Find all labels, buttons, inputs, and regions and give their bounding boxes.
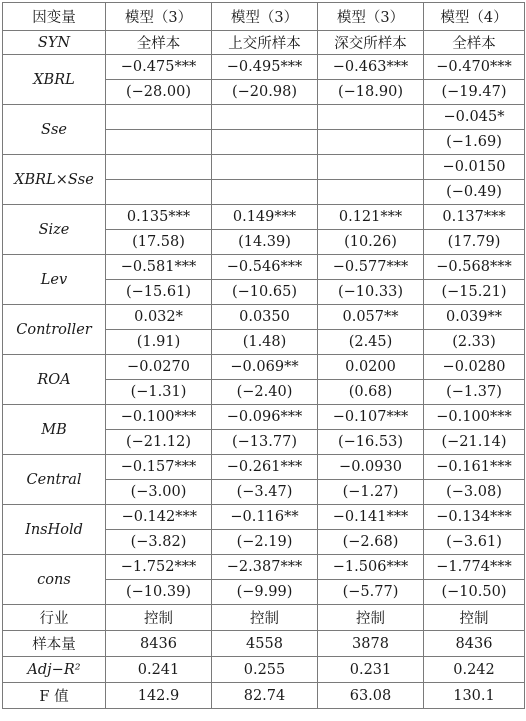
t-statistic-cell: (−28.00) — [106, 80, 212, 105]
variable-name: Size — [3, 205, 106, 255]
t-statistic-cell: (−21.12) — [106, 430, 212, 455]
coefficient-cell: −0.0270 — [106, 355, 212, 380]
t-statistic-cell: (−10.39) — [106, 580, 212, 605]
coef-row — [3, 155, 525, 180]
regression-table — [2, 2, 525, 709]
coefficient-cell: −0.107*** — [318, 405, 424, 430]
t-statistic-cell: (−3.08) — [424, 480, 525, 505]
coefficient-cell: 0.135*** — [106, 205, 212, 230]
header-model-2: 模型（3） — [212, 3, 318, 31]
t-statistic-cell — [318, 180, 424, 205]
footer-value: 142.9 — [106, 683, 212, 709]
footer-value: 8436 — [106, 631, 212, 657]
coefficient-cell: −0.0150 — [424, 155, 525, 180]
coefficient-cell: 0.039** — [424, 305, 525, 330]
header-sample-4: 全样本 — [424, 31, 525, 55]
t-statistic-cell: (−10.33) — [318, 280, 424, 305]
t-statistic-cell: (−2.40) — [212, 380, 318, 405]
t-statistic-cell: (−1.37) — [424, 380, 525, 405]
coefficient-cell: −2.387*** — [212, 555, 318, 580]
variable-name: InsHold — [3, 505, 106, 555]
t-statistic-cell: (1.91) — [106, 330, 212, 355]
variable-name: ROA — [3, 355, 106, 405]
coefficient-cell — [318, 155, 424, 180]
coefficient-cell: −0.141*** — [318, 505, 424, 530]
t-statistic-cell — [106, 180, 212, 205]
t-statistic-cell: (17.79) — [424, 230, 525, 255]
footer-value: 控制 — [212, 605, 318, 631]
footer-label: F 值 — [3, 683, 106, 709]
t-statistic-cell: (−20.98) — [212, 80, 318, 105]
header-sample-1: 全样本 — [106, 31, 212, 55]
footer-value: 8436 — [424, 631, 525, 657]
footer-value: 0.255 — [212, 657, 318, 683]
coefficient-cell: −0.475*** — [106, 55, 212, 80]
footer-value: 控制 — [318, 605, 424, 631]
coefficient-cell: −0.568*** — [424, 255, 525, 280]
t-statistic-cell: (10.26) — [318, 230, 424, 255]
footer-label: Adj−R² — [3, 657, 106, 683]
t-statistic-cell: (−21.14) — [424, 430, 525, 455]
coefficient-cell: 0.137*** — [424, 205, 525, 230]
regression-table-body — [3, 3, 525, 709]
t-statistic-cell: (−15.61) — [106, 280, 212, 305]
coefficient-cell: −0.161*** — [424, 455, 525, 480]
t-statistic-cell: (−3.61) — [424, 530, 525, 555]
coefficient-cell: 0.0350 — [212, 305, 318, 330]
footer-row — [3, 657, 525, 683]
t-statistic-cell: (2.45) — [318, 330, 424, 355]
header-dependent-name: SYN — [3, 31, 106, 55]
footer-value: 控制 — [424, 605, 525, 631]
footer-value: 4558 — [212, 631, 318, 657]
footer-value: 82.74 — [212, 683, 318, 709]
footer-label: 样本量 — [3, 631, 106, 657]
coefficient-cell: −0.0280 — [424, 355, 525, 380]
coefficient-cell: −0.261*** — [212, 455, 318, 480]
coefficient-cell: −0.142*** — [106, 505, 212, 530]
header-sample-2: 上交所样本 — [212, 31, 318, 55]
coefficient-cell: −0.100*** — [106, 405, 212, 430]
coef-row — [3, 405, 525, 430]
coefficient-cell: −0.069** — [212, 355, 318, 380]
coefficient-cell: −0.134*** — [424, 505, 525, 530]
coef-row — [3, 555, 525, 580]
coefficient-cell: 0.121*** — [318, 205, 424, 230]
coef-row — [3, 255, 525, 280]
coefficient-cell: −0.045* — [424, 105, 525, 130]
variable-name: Controller — [3, 305, 106, 355]
coef-row — [3, 305, 525, 330]
coefficient-cell: 0.149*** — [212, 205, 318, 230]
t-statistic-cell: (−9.99) — [212, 580, 318, 605]
coefficient-cell: 0.0200 — [318, 355, 424, 380]
t-statistic-cell: (−10.65) — [212, 280, 318, 305]
coefficient-cell: −1.752*** — [106, 555, 212, 580]
t-statistic-cell: (−5.77) — [318, 580, 424, 605]
coefficient-cell: −0.157*** — [106, 455, 212, 480]
footer-value: 3878 — [318, 631, 424, 657]
t-statistic-cell: (−1.27) — [318, 480, 424, 505]
coefficient-cell: −1.506*** — [318, 555, 424, 580]
variable-name: Sse — [3, 105, 106, 155]
t-statistic-cell: (−3.82) — [106, 530, 212, 555]
coefficient-cell: 0.057** — [318, 305, 424, 330]
variable-name: Lev — [3, 255, 106, 305]
variable-name: XBRL×Sse — [3, 155, 106, 205]
variable-name: XBRL — [3, 55, 106, 105]
t-statistic-cell: (−0.49) — [424, 180, 525, 205]
footer-value: 130.1 — [424, 683, 525, 709]
footer-value: 0.231 — [318, 657, 424, 683]
coef-row — [3, 505, 525, 530]
coefficient-cell: −0.0930 — [318, 455, 424, 480]
header-model-1: 模型（3） — [106, 3, 212, 31]
footer-label: 行业 — [3, 605, 106, 631]
t-statistic-cell — [212, 130, 318, 155]
coefficient-cell: −0.096*** — [212, 405, 318, 430]
t-statistic-cell: (−2.19) — [212, 530, 318, 555]
t-statistic-cell: (1.48) — [212, 330, 318, 355]
t-statistic-cell: (−3.47) — [212, 480, 318, 505]
t-statistic-cell: (14.39) — [212, 230, 318, 255]
t-statistic-cell: (−10.50) — [424, 580, 525, 605]
coefficient-cell: −0.495*** — [212, 55, 318, 80]
coefficient-cell: −0.116** — [212, 505, 318, 530]
coefficient-cell — [212, 155, 318, 180]
t-statistic-cell: (−2.68) — [318, 530, 424, 555]
footer-value: 0.241 — [106, 657, 212, 683]
t-statistic-cell — [106, 130, 212, 155]
t-statistic-cell: (0.68) — [318, 380, 424, 405]
footer-row — [3, 683, 525, 709]
footer-row — [3, 631, 525, 657]
t-statistic-cell: (−16.53) — [318, 430, 424, 455]
t-statistic-cell: (−19.47) — [424, 80, 525, 105]
t-statistic-cell: (−1.31) — [106, 380, 212, 405]
coefficient-cell: 0.032* — [106, 305, 212, 330]
footer-value: 63.08 — [318, 683, 424, 709]
header-sample-3: 深交所样本 — [318, 31, 424, 55]
t-statistic-cell: (17.58) — [106, 230, 212, 255]
t-statistic-cell: (−13.77) — [212, 430, 318, 455]
coef-row — [3, 105, 525, 130]
coefficient-cell: −0.100*** — [424, 405, 525, 430]
coefficient-cell — [106, 105, 212, 130]
header-dependent-variable: 因变量 — [3, 3, 106, 31]
t-statistic-cell: (−15.21) — [424, 280, 525, 305]
header-model-4: 模型（4） — [424, 3, 525, 31]
coefficient-cell: −0.463*** — [318, 55, 424, 80]
coef-row — [3, 455, 525, 480]
t-statistic-cell: (−3.00) — [106, 480, 212, 505]
coefficient-cell: −0.577*** — [318, 255, 424, 280]
t-statistic-cell: (−1.69) — [424, 130, 525, 155]
coefficient-cell: −0.470*** — [424, 55, 525, 80]
coef-row — [3, 355, 525, 380]
t-statistic-cell — [212, 180, 318, 205]
footer-row — [3, 605, 525, 631]
t-statistic-cell: (2.33) — [424, 330, 525, 355]
coefficient-cell — [212, 105, 318, 130]
footer-value: 控制 — [106, 605, 212, 631]
coefficient-cell — [318, 105, 424, 130]
coefficient-cell: −0.581*** — [106, 255, 212, 280]
t-statistic-cell — [318, 130, 424, 155]
footer-value: 0.242 — [424, 657, 525, 683]
coef-row — [3, 55, 525, 80]
variable-name: MB — [3, 405, 106, 455]
coefficient-cell — [106, 155, 212, 180]
header-row-models — [3, 3, 525, 31]
header-model-3: 模型（3） — [318, 3, 424, 31]
coefficient-cell: −0.546*** — [212, 255, 318, 280]
variable-name: cons — [3, 555, 106, 605]
coef-row — [3, 205, 525, 230]
coefficient-cell: −1.774*** — [424, 555, 525, 580]
t-statistic-cell: (−18.90) — [318, 80, 424, 105]
variable-name: Central — [3, 455, 106, 505]
header-row-samples — [3, 31, 525, 55]
